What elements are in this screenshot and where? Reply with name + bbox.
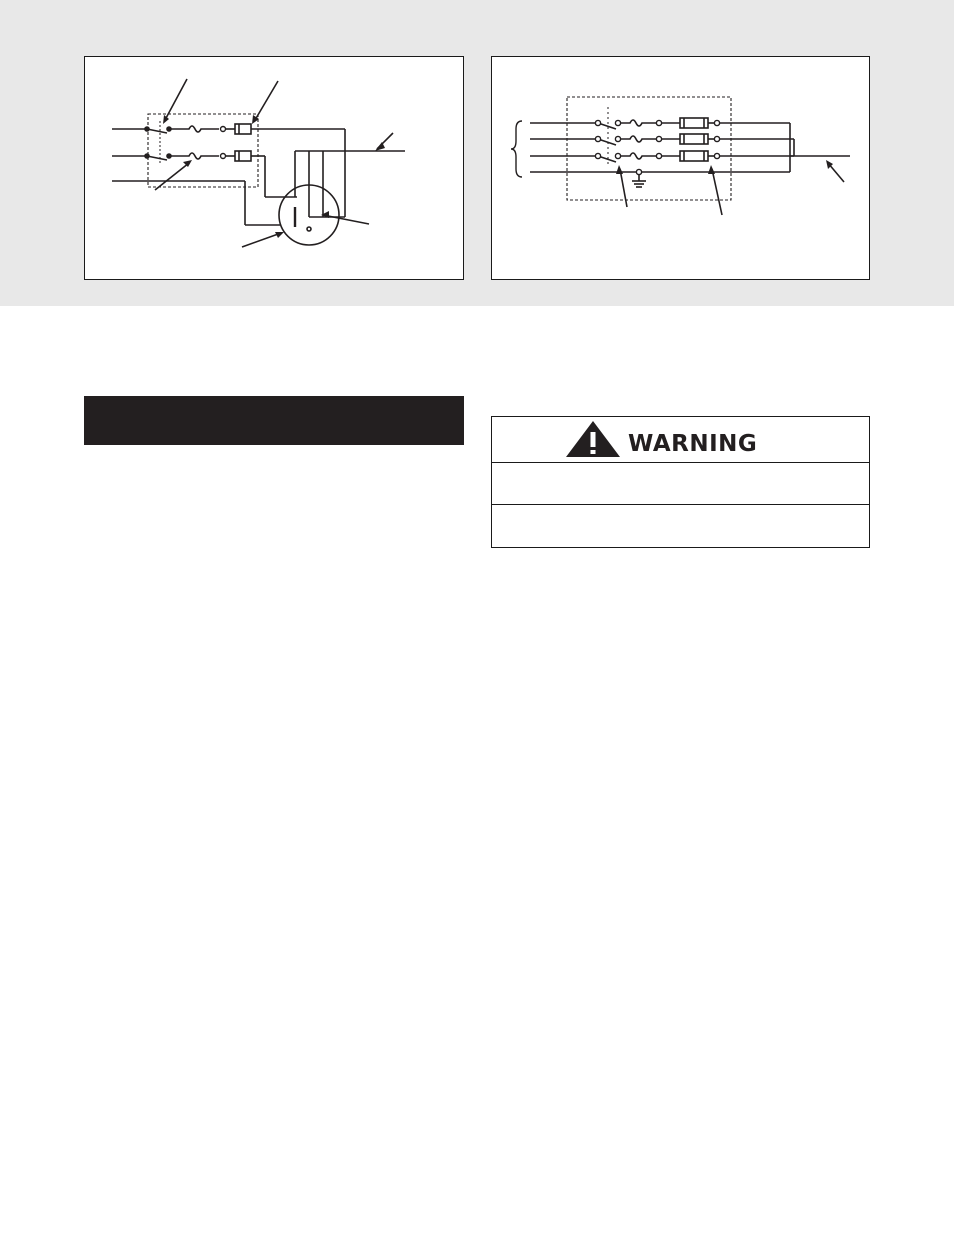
fuse-link-1 [171, 126, 219, 132]
cartridge-fuse-1 [235, 124, 251, 134]
switch-blade-2 [147, 156, 167, 160]
disconnect-enclosure [567, 97, 731, 200]
cartridge-fuse-2 [235, 151, 251, 161]
section-heading-bar [84, 396, 464, 445]
three-phase-wiring-diagram [491, 56, 870, 280]
warning-row-2 [492, 505, 869, 547]
warning-row-1 [492, 463, 869, 505]
warning-title: WARNING [628, 431, 758, 457]
fuse-link-2 [171, 153, 219, 159]
exclamation-triangle-icon [564, 419, 622, 459]
single-phase-wiring-diagram [84, 56, 464, 280]
warning-box [491, 416, 870, 548]
three-phase-schematic [492, 57, 871, 281]
switch-blade-1 [147, 129, 167, 133]
single-phase-schematic [85, 57, 465, 281]
section-heading-text [84, 396, 464, 424]
incoming-supply-brace [511, 121, 522, 177]
warning-header [492, 417, 869, 463]
